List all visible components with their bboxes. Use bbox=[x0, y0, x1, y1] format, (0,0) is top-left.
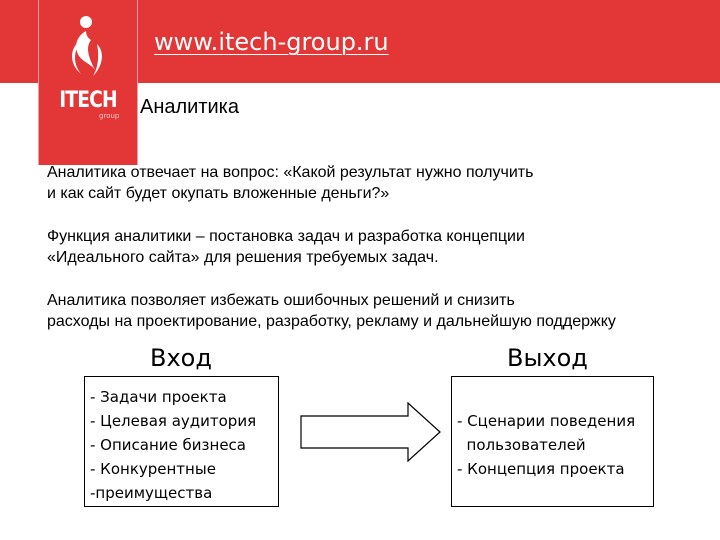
input-heading: Вход bbox=[150, 344, 212, 372]
output-box bbox=[451, 376, 654, 507]
paragraph-benefit bbox=[47, 290, 707, 332]
page-title: Аналитика bbox=[140, 96, 239, 118]
logo-subtext: group bbox=[99, 112, 120, 120]
output-item: - Сценарии поведения bbox=[457, 412, 636, 430]
output-heading: Выход bbox=[507, 344, 588, 372]
paragraph-line: Аналитика позволяет избежать ошибочных решений и снизить bbox=[47, 292, 515, 309]
input-item: - Задачи проекта bbox=[90, 388, 227, 406]
site-url-link[interactable]: www.itech-group.ru bbox=[154, 28, 389, 56]
brand-logo[interactable] bbox=[38, 0, 138, 165]
output-item: пользователей bbox=[457, 436, 586, 454]
input-item: - Конкурентные bbox=[90, 460, 216, 478]
paragraph-line: Аналитика отвечает на вопрос: «Какой результат нужно получить bbox=[47, 164, 534, 181]
paragraph-question bbox=[47, 162, 707, 204]
input-box bbox=[84, 376, 279, 507]
paragraph-line: «Идеального сайта» для решения требуемых задач. bbox=[47, 249, 439, 266]
right-arrow-icon bbox=[300, 402, 442, 462]
input-item: - Описание бизнеса bbox=[90, 436, 246, 454]
input-item: -преимущества bbox=[90, 484, 213, 502]
paragraph-line: расходы на проектирование, разработку, рекламу и дальнейшую поддержку bbox=[47, 313, 616, 330]
paragraph-line: Функция аналитики – постановка задач и разработка концепции bbox=[47, 228, 525, 245]
paragraph-function bbox=[47, 226, 707, 268]
output-item: - Концепция проекта bbox=[457, 460, 625, 478]
input-item: - Целевая аудитория bbox=[90, 412, 257, 430]
itech-logo-figure-icon bbox=[39, 0, 137, 165]
paragraph-line: и как сайт будет окупать вложенные деньги?» bbox=[47, 185, 390, 202]
logo-text: ITECH bbox=[59, 88, 117, 113]
